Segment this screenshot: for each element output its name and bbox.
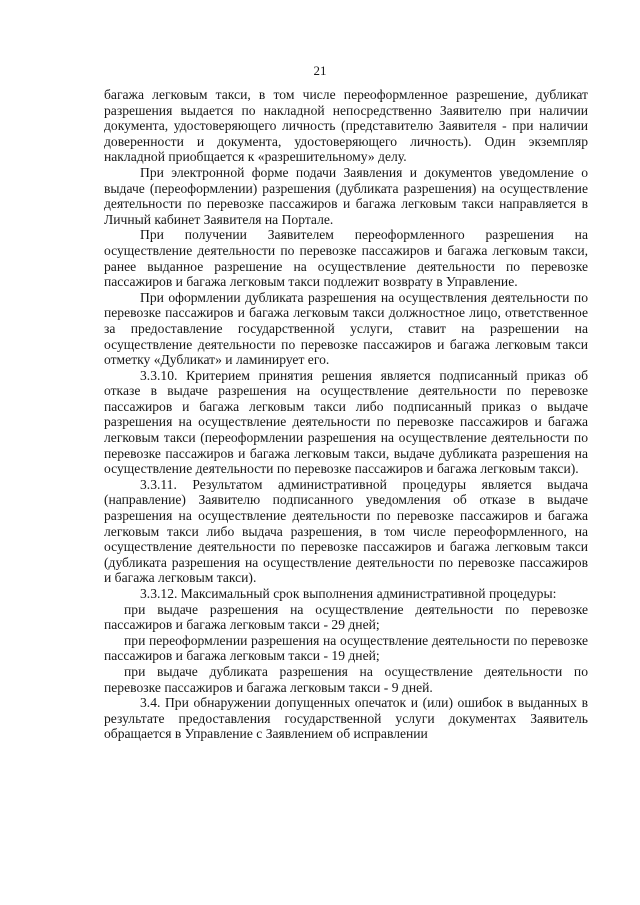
paragraph-continuation: багажа легковым такси, в том числе переоформленное разрешение, дубликат разрешения выдается по накладной непосредственно Заявителю при наличии документа, удостоверяющего личность (представителю Заявителя - при наличии доверенности и документа, удостоверяющего личность). Один экземпляр накладной приобщается к «разрешительному» делу. xyxy=(104,87,588,165)
paragraph-3-3-11: 3.3.11. Результатом административной процедуры является выдача (направление) Заявителю подписанного уведомления об отказе в выдаче разрешения на осуществление деятельности по перевозке пассажиров и багажа легковым такси либо выдача разрешения, в том числе переоформленного, на осуществление деятельности по перевозке пассажиров и багажа легковым такси (дубликата разрешения на осуществление деятельности по перевозке пассажиров и багажа легковым такси). xyxy=(104,476,588,586)
term-reissue-permit: при переоформлении разрешения на осуществление деятельности по перевозке пассажиров и багажа легковым такси - 19 дней; xyxy=(104,632,588,664)
paragraph-3-3-10: 3.3.10. Критерием принятия решения является подписанный приказ об отказе в выдаче разрешения на осуществление деятельности по перевозке пассажиров и багажа легковым такси либо подписанный приказ о выдаче разрешения на осуществление деятельности по перевозке пассажиров и багажа легковым такси (переоформлении разрешения на осуществление деятельности по перевозке пассажиров и багажа легковым такси, выдаче дубликата разрешения на осуществление деятельности по перевозке пассажиров и багажа легковым такси). xyxy=(104,367,588,477)
term-issue-permit: при выдаче разрешения на осуществление деятельности по перевозке пассажиров и багажа легковым такси - 29 дней; xyxy=(104,601,588,633)
paragraph-duplicate-marking: При оформлении дубликата разрешения на осуществления деятельности по перевозке пассажиров и багажа легковым такси должностное лицо, ответственное за предоставление государственной услуги, ставит на разрешении на осуществление деятельности по перевозке пассажиров и багажа легковым такси отметку «Дубликат» и ламинирует его. xyxy=(104,289,588,368)
document-body xyxy=(104,87,588,742)
paragraph-reissued-permit-return: При получении Заявителем переоформленного разрешения на осуществление деятельности по перевозке пассажиров и багажа легковым такси, ранее выданное разрешение на осуществление деятельности по перевозке пассажиров и багажа легковым такси подлежит возврату в Управление. xyxy=(104,227,588,290)
paragraph-3-3-12: 3.3.12. Максимальный срок выполнения административной процедуры: xyxy=(140,586,557,601)
paragraph-3-4: 3.4. При обнаружении допущенных опечаток и (или) ошибок в выданных в результате предоставления государственной услуги документах Заявитель обращается в Управление с Заявлением об исправлении xyxy=(104,695,588,742)
term-duplicate-permit: при выдаче дубликата разрешения на осуществление деятельности по перевозке пассажиров и багажа легковым такси - 9 дней. xyxy=(104,663,588,695)
paragraph-electronic-notification: При электронной форме подачи Заявления и документов уведомление о выдаче (переоформлении) разрешения (дубликата разрешения) на осуществление деятельности по перевозке пассажиров и багажа легковым такси направляется в Личный кабинет Заявителя на Портале. xyxy=(104,164,588,227)
page-number: 21 xyxy=(313,63,327,78)
